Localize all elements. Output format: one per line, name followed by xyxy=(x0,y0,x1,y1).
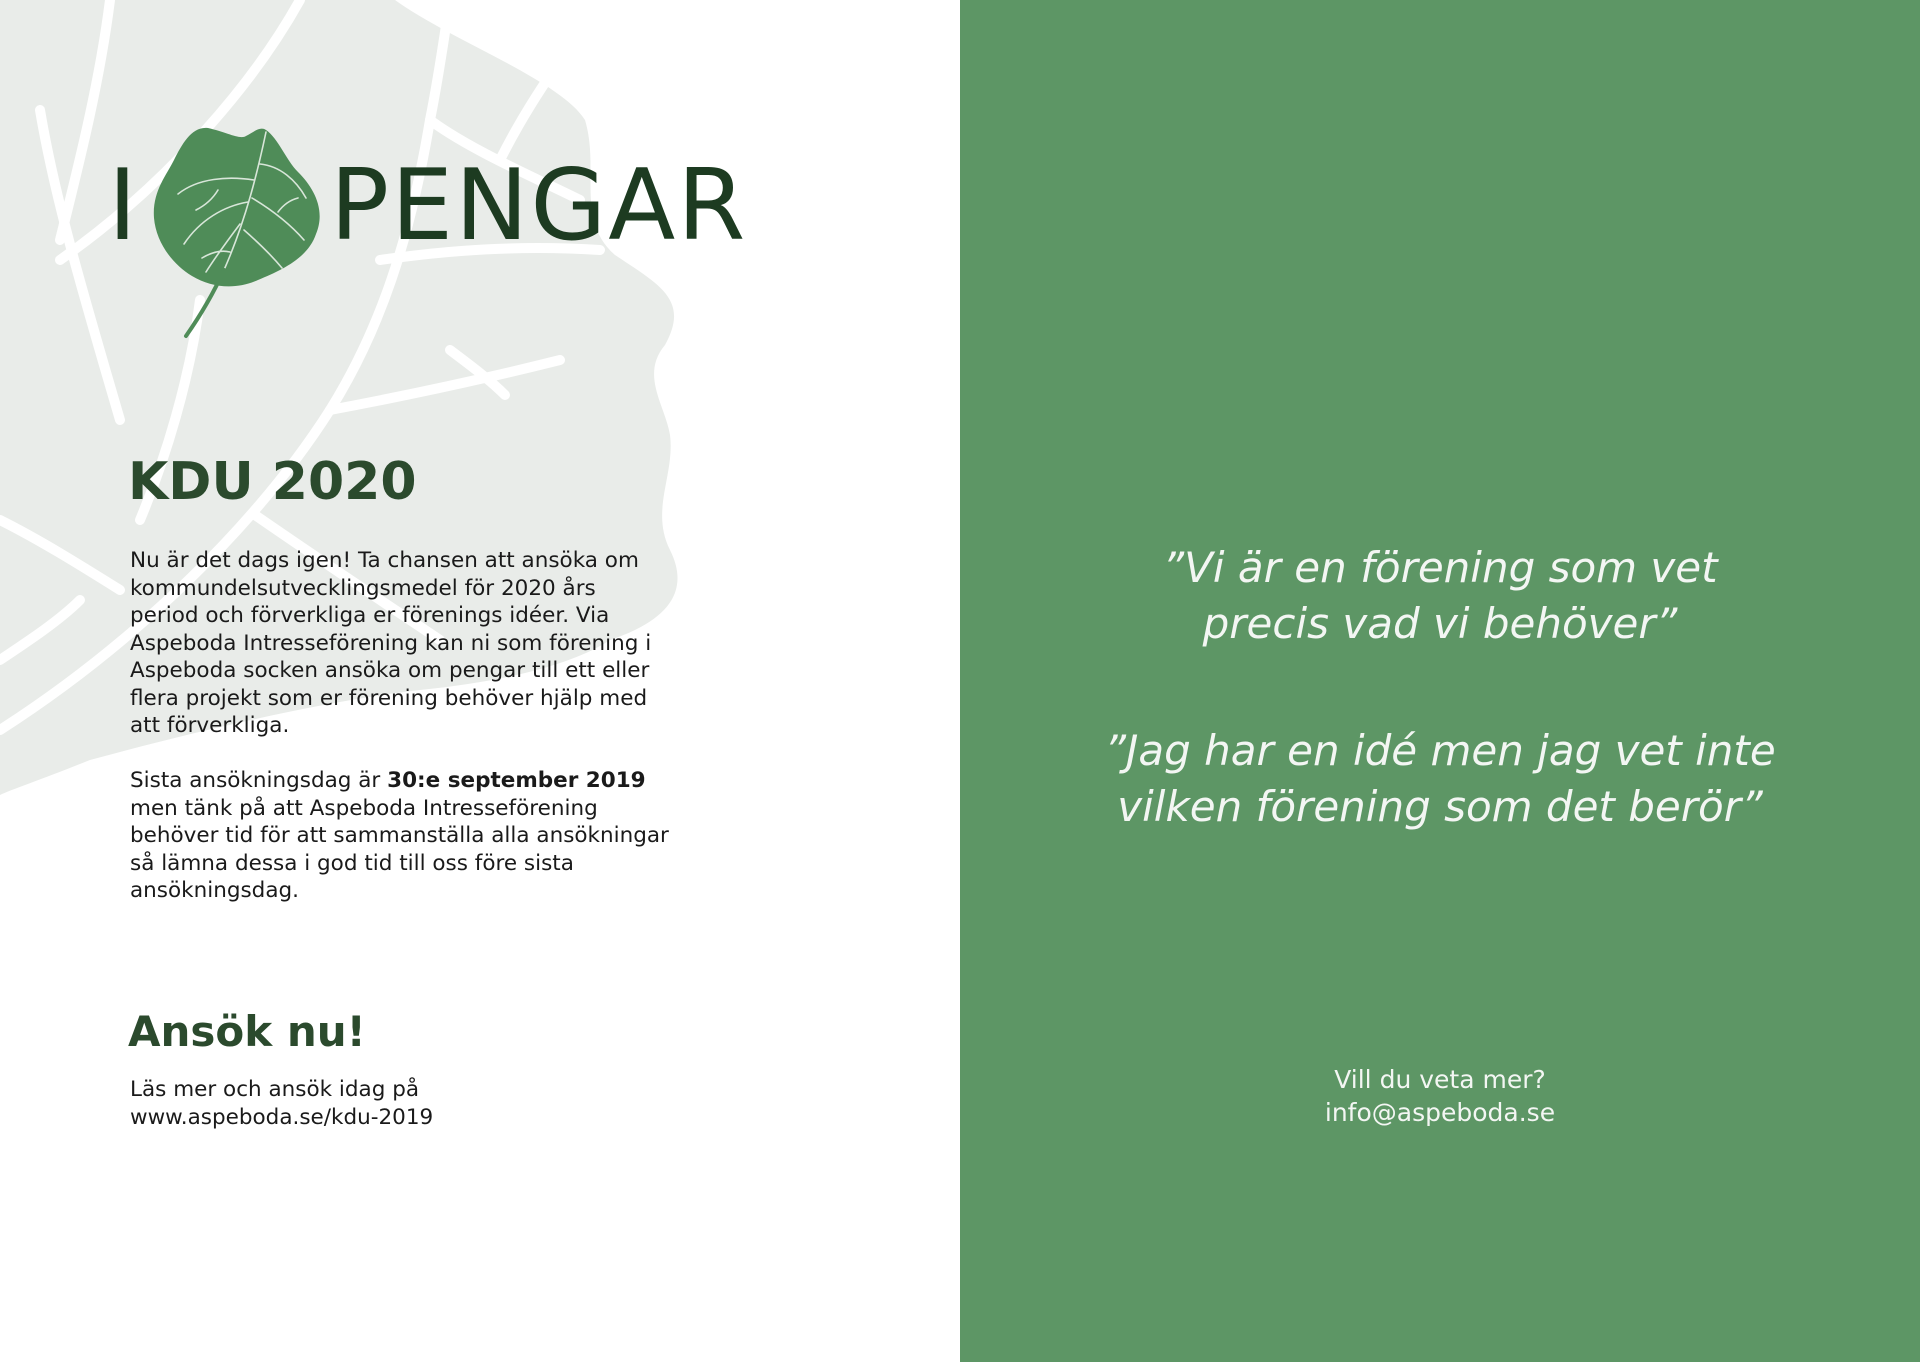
apply-url: www.aspeboda.se/kdu-2019 xyxy=(130,1104,434,1130)
logo xyxy=(108,120,748,340)
apply-heading: Ansök nu! xyxy=(128,1007,366,1056)
deadline-date: 30:e september 2019 xyxy=(387,768,646,793)
contact-block xyxy=(960,1063,1920,1129)
apply-text xyxy=(130,1076,433,1131)
quote-1-line-2: precis vad vi behöver” xyxy=(1202,599,1678,648)
apply-instruction: Läs mer och ansök idag på xyxy=(130,1077,420,1102)
quote-2 xyxy=(960,723,1920,835)
quote-2-line-2: vilken förening som det berör” xyxy=(1117,782,1763,831)
quote-2-line-1: ”Jag har en idé men jag vet inte xyxy=(1104,726,1776,775)
right-page xyxy=(960,0,1920,1362)
aspen-leaf-icon xyxy=(148,120,328,340)
intro-paragraph: Nu är det dags igen! Ta chansen att ansöka om kommundelsutvecklingsmedel för 2020 års period och förverkliga er förenings idéer. Via Aspeboda Intresseförening kan ni som förening i Aspeboda socken ansöka om pengar till ett eller flera projekt som er förening behöver hjälp med att förverkliga. xyxy=(130,548,652,738)
contact-email: info@aspeboda.se xyxy=(1324,1098,1556,1127)
contact-question: Vill du veta mer? xyxy=(1334,1065,1546,1094)
deadline-text-start: Sista ansökningsdag är xyxy=(130,768,388,793)
quote-1-line-1: ”Vi är en förening som vet xyxy=(1162,543,1718,592)
deadline-paragraph xyxy=(130,767,670,905)
logo-prefix: I xyxy=(108,149,139,263)
page-title: KDU 2020 xyxy=(128,452,417,512)
quote-1 xyxy=(960,540,1920,652)
deadline-text-end: men tänk på att Aspeboda Intresseförening behöver tid för att sammanställa alla ansökningar så lämna dessa i god tid till oss före sista ansökningsdag. xyxy=(130,795,669,903)
logo-word: PENGAR xyxy=(330,149,748,263)
